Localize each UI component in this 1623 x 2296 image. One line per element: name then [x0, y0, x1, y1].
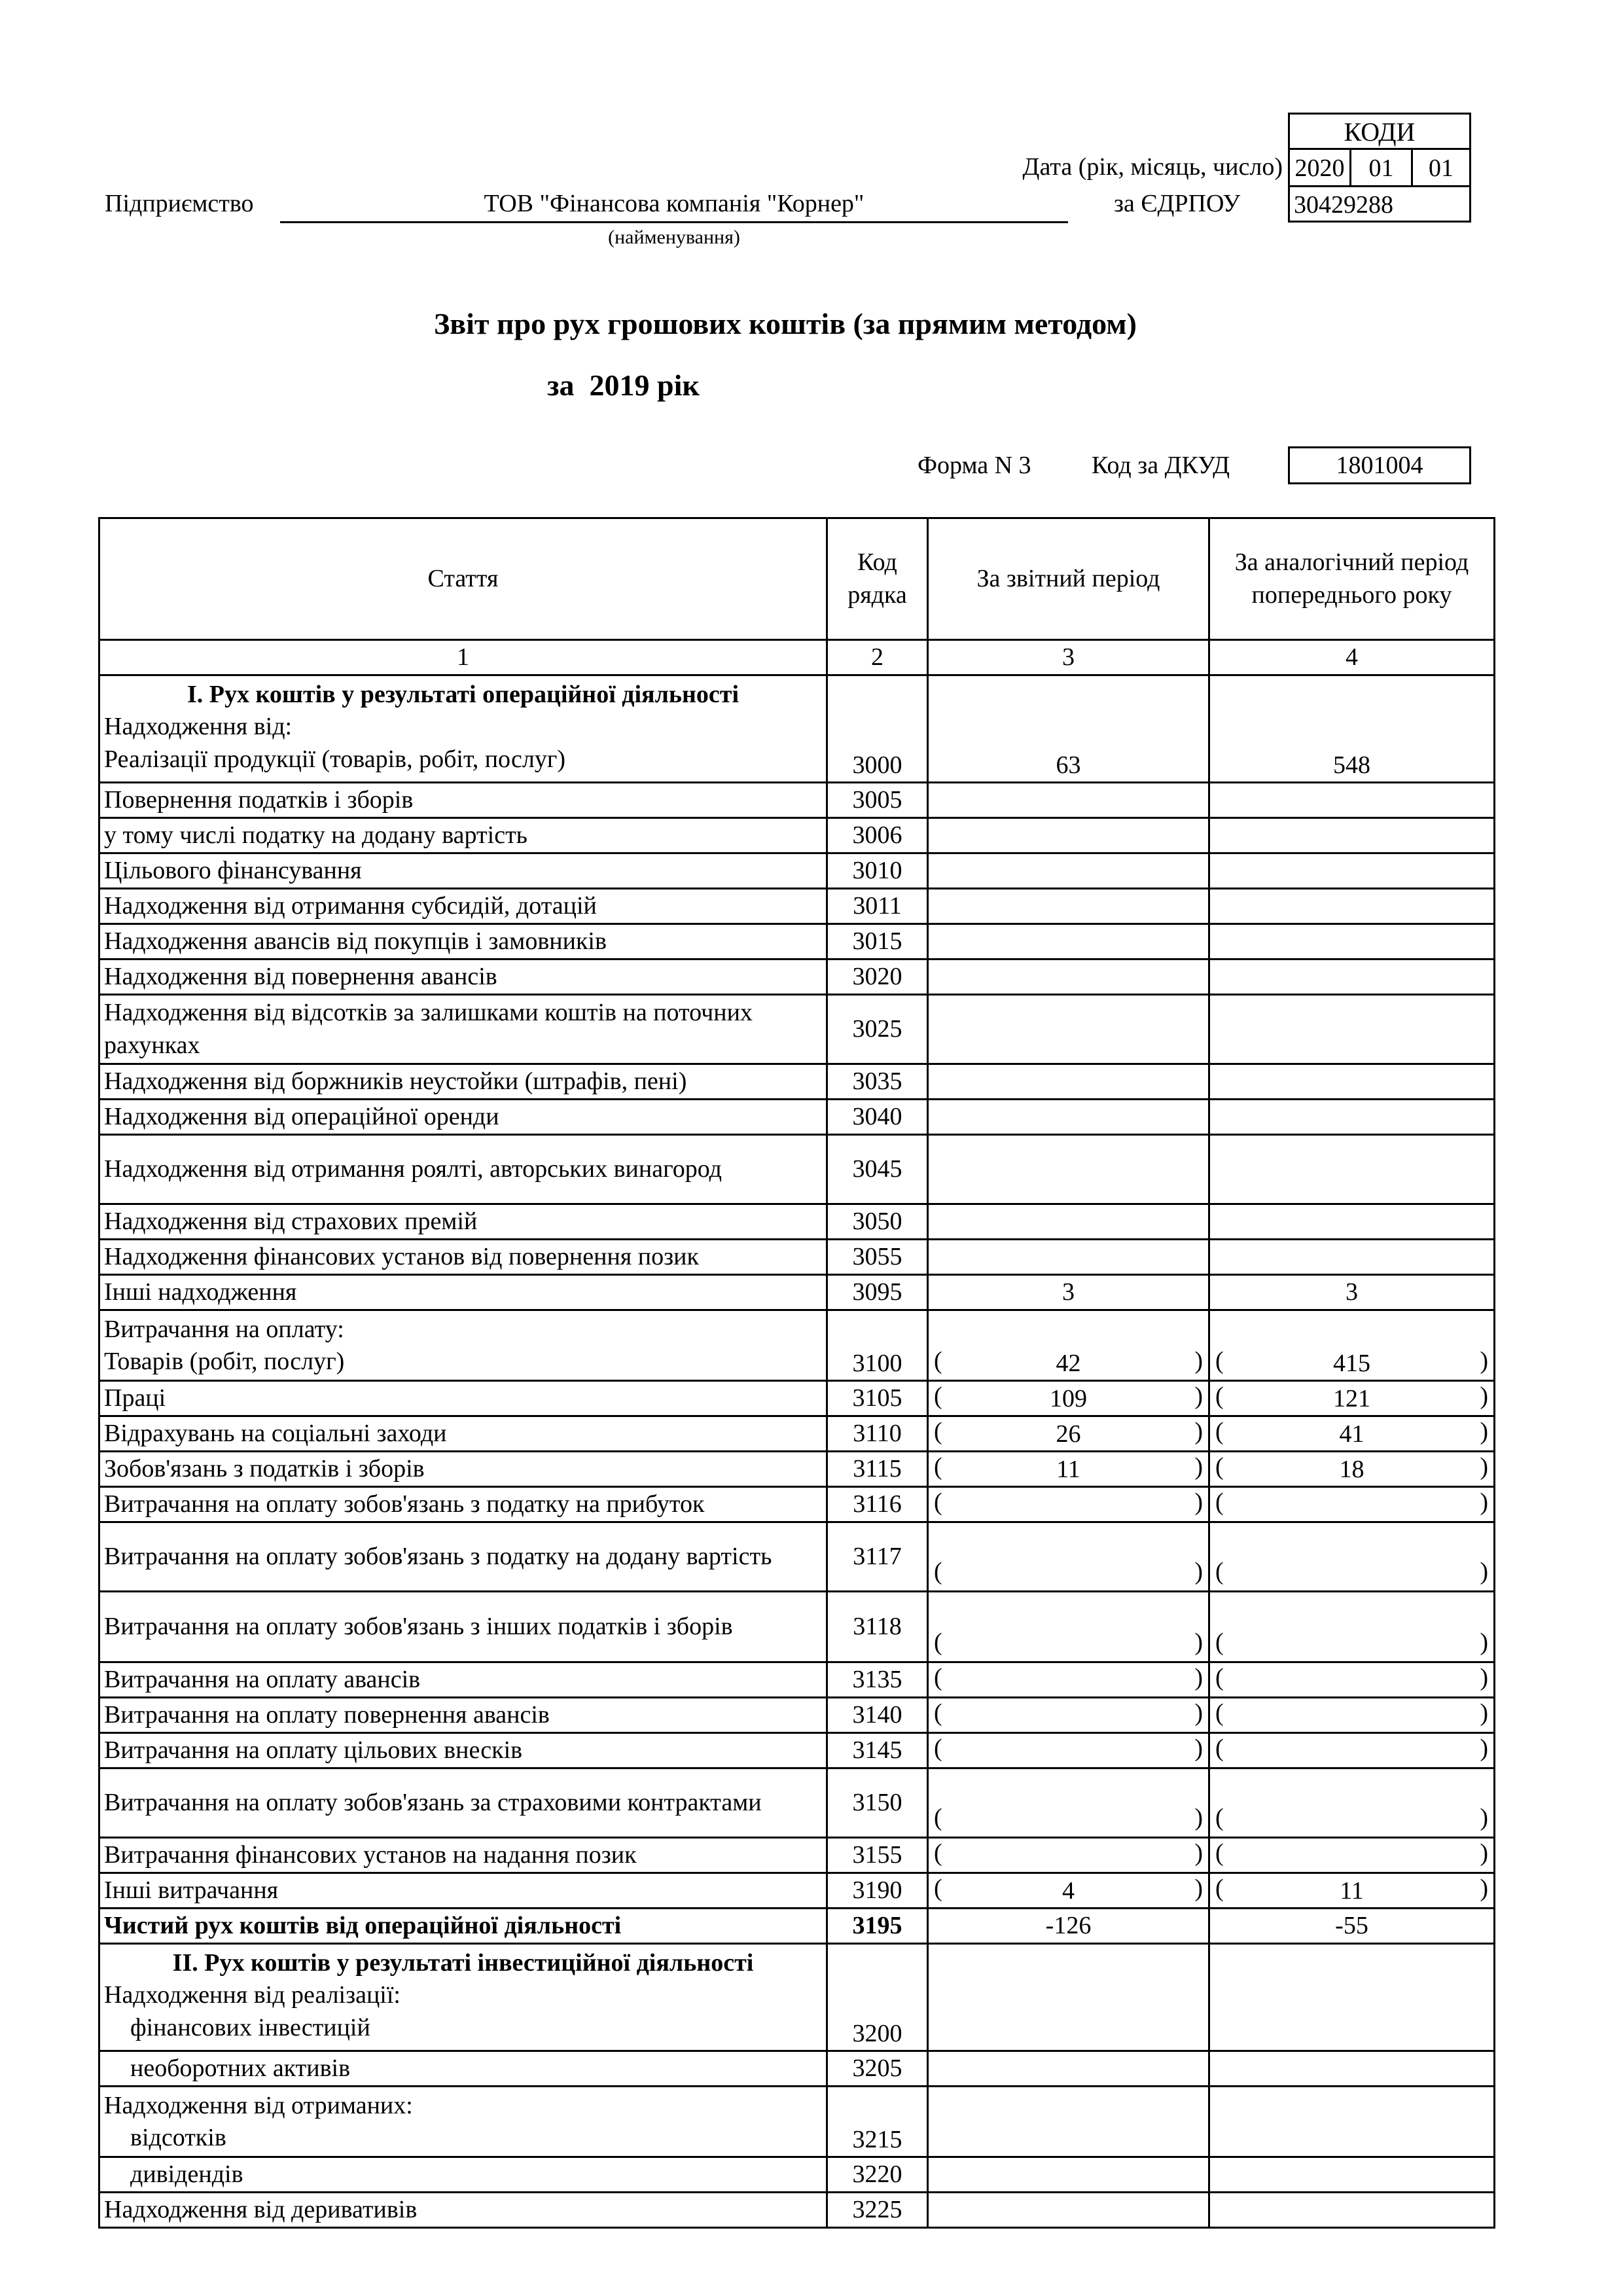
- col-number: 2: [827, 640, 928, 675]
- table-row: [99, 1275, 1495, 1310]
- row-label: у тому числі податку на додану вартість: [99, 818, 827, 853]
- row-label: Зобов'язань з податків і зборів: [99, 1452, 827, 1487]
- row-label: Надходження від боржників неустойки (штрафів, пені): [99, 1064, 827, 1100]
- value-text: 4: [1062, 1876, 1075, 1905]
- row-label: Інші витрачання: [99, 1873, 827, 1909]
- previous-value: [1209, 1064, 1495, 1100]
- row-label: дивідендів: [99, 2157, 827, 2193]
- col-number: 1: [99, 640, 827, 675]
- paren-close: ): [1480, 1698, 1488, 1727]
- header-code: Код рядка: [827, 518, 928, 640]
- row-label: Витрачання фінансових установ на надання позик: [99, 1838, 827, 1873]
- table-row: [99, 1487, 1495, 1522]
- row-label: Витрачання на оплату зобов'язань з податку на прибуток: [99, 1487, 827, 1522]
- paren-close: ): [1194, 1488, 1203, 1516]
- paren-close: ): [1194, 1698, 1203, 1727]
- current-value: [928, 783, 1209, 818]
- previous-value: [1209, 995, 1495, 1064]
- row-label: [99, 2087, 827, 2157]
- table-row: [99, 783, 1495, 818]
- paren-open: (: [934, 1557, 942, 1585]
- row-code: 3015: [827, 924, 928, 960]
- subheading: Надходження від отриманих:: [104, 2092, 413, 2119]
- row-code: 3055: [827, 1240, 928, 1275]
- row-label: Витрачання на оплату зобов'язань з податку на додану вартість: [99, 1522, 827, 1592]
- paren-open: (: [1215, 1874, 1224, 1902]
- paren-close: ): [1480, 1803, 1488, 1831]
- row-code: 3190: [827, 1873, 928, 1909]
- previous-value: [1209, 2051, 1495, 2087]
- paren-open: (: [934, 1874, 942, 1902]
- current-value: [928, 818, 1209, 853]
- current-value: [928, 1838, 1209, 1873]
- current-value: [928, 1100, 1209, 1135]
- table-row: [99, 2193, 1495, 2228]
- row-label: Надходження фінансових установ від повернення позик: [99, 1240, 827, 1275]
- row-code: 3105: [827, 1381, 928, 1416]
- previous-value: [1209, 818, 1495, 853]
- report-period: за 2019 рік: [547, 368, 700, 402]
- paren-close: ): [1194, 1734, 1203, 1762]
- date-year: 2020: [1290, 150, 1351, 187]
- subheading: Витрачання на оплату:: [104, 1316, 344, 1343]
- row-label: Надходження від страхових премій: [99, 1204, 827, 1240]
- table-row: [99, 818, 1495, 853]
- codes-block: [1288, 113, 1471, 223]
- paren-close: ): [1480, 1628, 1488, 1656]
- paren-open: (: [1215, 1839, 1224, 1867]
- subheading: Надходження від:: [104, 713, 293, 741]
- total-row: [99, 1909, 1495, 1944]
- row-label: Витрачання на оплату авансів: [99, 1662, 827, 1698]
- table-header-row: [99, 518, 1495, 640]
- paren-close: ): [1480, 1382, 1488, 1410]
- table-row: [99, 1768, 1495, 1838]
- dkud-code: 1801004: [1288, 446, 1471, 484]
- table-row: [99, 995, 1495, 1064]
- row-label: [99, 1310, 827, 1381]
- paren-close: ): [1480, 1663, 1488, 1691]
- name-caption: (найменування): [608, 226, 740, 248]
- previous-value: [1209, 1662, 1495, 1698]
- table-row: [99, 675, 1495, 783]
- current-value: [928, 1698, 1209, 1733]
- paren-open: (: [1215, 1663, 1224, 1691]
- row-label: Надходження від повернення авансів: [99, 960, 827, 995]
- row-code: 3110: [827, 1416, 928, 1452]
- paren-open: (: [1215, 1382, 1224, 1410]
- paren-close: ): [1194, 1452, 1203, 1480]
- row-code: 3150: [827, 1768, 928, 1838]
- form-label: Форма N 3: [918, 452, 1031, 479]
- paren-close: ): [1480, 1346, 1488, 1374]
- table-row: [99, 1452, 1495, 1487]
- col-number: 4: [1209, 640, 1495, 675]
- edrpou-code: 30429288: [1294, 191, 1393, 219]
- table-row: [99, 2051, 1495, 2087]
- row-code: 3225: [827, 2193, 928, 2228]
- table-row: [99, 1522, 1495, 1592]
- current-value: [928, 2051, 1209, 2087]
- row-code: 3006: [827, 818, 928, 853]
- paren-close: ): [1194, 1346, 1203, 1374]
- paren-open: (: [934, 1382, 942, 1410]
- current-value: [928, 1064, 1209, 1100]
- date-label: Дата (рік, місяць, число): [1022, 153, 1283, 181]
- table-row: [99, 1135, 1495, 1204]
- row-label: Праці: [99, 1381, 827, 1416]
- previous-value: [1209, 853, 1495, 889]
- value-text: 121: [1333, 1384, 1370, 1412]
- table-row: [99, 2087, 1495, 2157]
- row-label: Інші надходження: [99, 1275, 827, 1310]
- current-value: [928, 1873, 1209, 1909]
- paren-open: (: [934, 1698, 942, 1727]
- current-value: [928, 1662, 1209, 1698]
- table-row: [99, 1204, 1495, 1240]
- row-code: 3020: [827, 960, 928, 995]
- previous-value: -55: [1209, 1909, 1495, 1944]
- row-code: 3205: [827, 2051, 928, 2087]
- current-value: [928, 2193, 1209, 2228]
- row-label: необоротних активів: [99, 2051, 827, 2087]
- row-label: Надходження від отримання субсидій, дотацій: [99, 889, 827, 924]
- table-row: [99, 1698, 1495, 1733]
- row-code: 3050: [827, 1204, 928, 1240]
- table-row: [99, 960, 1495, 995]
- header-previous: За аналогічний період попереднього року: [1209, 518, 1495, 640]
- paren-open: (: [934, 1346, 942, 1374]
- paren-close: ): [1194, 1803, 1203, 1831]
- row-label: Надходження від операційної оренди: [99, 1100, 827, 1135]
- cash-flow-table: [98, 517, 1495, 2229]
- row-code: 3040: [827, 1100, 928, 1135]
- row-label: Надходження від отримання роялті, авторських винагород: [99, 1135, 827, 1204]
- row-label: [99, 1944, 827, 2051]
- row-label: Повернення податків і зборів: [99, 783, 827, 818]
- table-row: [99, 1733, 1495, 1768]
- row-code: 3045: [827, 1135, 928, 1204]
- previous-value: [1209, 1698, 1495, 1733]
- table-row: [99, 924, 1495, 960]
- paren-open: (: [934, 1452, 942, 1480]
- table-row: [99, 1064, 1495, 1100]
- paren-open: (: [1215, 1557, 1224, 1585]
- codes-title: КОДИ: [1290, 115, 1469, 150]
- edrpou-label: за ЄДРПОУ: [1114, 190, 1241, 217]
- value-text: 11: [1340, 1876, 1364, 1905]
- previous-value: [1209, 1135, 1495, 1204]
- paren-close: ): [1480, 1417, 1488, 1445]
- current-value: [928, 1416, 1209, 1452]
- paren-close: ): [1480, 1734, 1488, 1762]
- row-label: Чистий рух коштів від операційної діяльності: [99, 1909, 827, 1944]
- row-code: 3095: [827, 1275, 928, 1310]
- row-code: 3117: [827, 1522, 928, 1592]
- table-row: [99, 1873, 1495, 1909]
- row-label: [99, 675, 827, 783]
- row-label-text: Реалізації продукції (товарів, робіт, послуг): [104, 745, 566, 773]
- enterprise-name: ТОВ "Фінансова компанія "Корнер": [484, 190, 865, 217]
- header-current: За звітний період: [928, 518, 1209, 640]
- row-code: 3116: [827, 1487, 928, 1522]
- previous-value: [1209, 2193, 1495, 2228]
- previous-value: [1209, 1838, 1495, 1873]
- current-value: [928, 1310, 1209, 1381]
- table-row: [99, 1240, 1495, 1275]
- row-label: Надходження від деривативів: [99, 2193, 827, 2228]
- row-code: 3118: [827, 1592, 928, 1662]
- previous-value: [1209, 1487, 1495, 1522]
- paren-open: (: [934, 1663, 942, 1691]
- table-row: [99, 1662, 1495, 1698]
- table-row: [99, 2157, 1495, 2193]
- current-value: [928, 1452, 1209, 1487]
- previous-value: [1209, 1416, 1495, 1452]
- current-value: [928, 1135, 1209, 1204]
- current-value: [928, 1522, 1209, 1592]
- current-value: [928, 853, 1209, 889]
- previous-value: [1209, 960, 1495, 995]
- row-code: 3010: [827, 853, 928, 889]
- previous-value: [1209, 924, 1495, 960]
- previous-value: [1209, 1310, 1495, 1381]
- row-label: Витрачання на оплату цільових внесків: [99, 1733, 827, 1768]
- previous-value: [1209, 2157, 1495, 2193]
- paren-close: ): [1480, 1488, 1488, 1516]
- current-value: [928, 1381, 1209, 1416]
- row-label: Витрачання на оплату повернення авансів: [99, 1698, 827, 1733]
- row-code: 3195: [827, 1909, 928, 1944]
- table-row: [99, 853, 1495, 889]
- row-label: Відрахувань на соціальні заходи: [99, 1416, 827, 1452]
- paren-close: ): [1194, 1628, 1203, 1656]
- value-text: 109: [1050, 1384, 1087, 1412]
- enterprise-label: Підприємство: [105, 190, 254, 217]
- date-month: 01: [1351, 150, 1413, 187]
- table-row: [99, 1944, 1495, 2051]
- current-value: [928, 1733, 1209, 1768]
- value-text: 41: [1339, 1420, 1364, 1448]
- row-code: 3215: [827, 2087, 928, 2157]
- current-value: [928, 889, 1209, 924]
- row-code: 3140: [827, 1698, 928, 1733]
- row-label: Витрачання на оплату зобов'язань за страховими контрактами: [99, 1768, 827, 1838]
- paren-open: (: [934, 1488, 942, 1516]
- report-title: Звіт про рух грошових коштів (за прямим методом): [434, 307, 1137, 340]
- previous-value: [1209, 2087, 1495, 2157]
- previous-value: 3: [1209, 1275, 1495, 1310]
- paren-close: ): [1194, 1382, 1203, 1410]
- paren-open: (: [934, 1628, 942, 1656]
- previous-value: [1209, 1240, 1495, 1275]
- section-title: II. Рух коштів у результаті інвестиційної діяльності: [172, 1949, 754, 1977]
- paren-open: (: [934, 1734, 942, 1762]
- row-label: Цільового фінансування: [99, 853, 827, 889]
- value-text: 415: [1333, 1349, 1370, 1377]
- row-label: Витрачання на оплату зобов'язань з інших податків і зборів: [99, 1592, 827, 1662]
- previous-value: [1209, 1592, 1495, 1662]
- table-row: [99, 1310, 1495, 1381]
- row-label-text: відсотків: [130, 2124, 226, 2152]
- previous-value: [1209, 1873, 1495, 1909]
- paren-open: (: [1215, 1698, 1224, 1727]
- current-value: [928, 1240, 1209, 1275]
- paren-open: (: [1215, 1628, 1224, 1656]
- date-codes-row: [1290, 150, 1469, 187]
- col-number: 3: [928, 640, 1209, 675]
- previous-value: [1209, 1768, 1495, 1838]
- paren-close: ): [1480, 1557, 1488, 1585]
- row-label: Надходження авансів від покупців і замовників: [99, 924, 827, 960]
- row-code: 3025: [827, 995, 928, 1064]
- table-row: [99, 1592, 1495, 1662]
- paren-open: (: [1215, 1346, 1224, 1374]
- row-code: 3011: [827, 889, 928, 924]
- row-code: 3005: [827, 783, 928, 818]
- row-code: 3145: [827, 1733, 928, 1768]
- paren-close: ): [1194, 1557, 1203, 1585]
- row-label-text: фінансових інвестицій: [130, 2013, 370, 2041]
- paren-close: ): [1194, 1839, 1203, 1867]
- previous-value: 548: [1209, 675, 1495, 783]
- current-value: [928, 995, 1209, 1064]
- value-text: 18: [1339, 1455, 1364, 1483]
- previous-value: [1209, 783, 1495, 818]
- table-row: [99, 1100, 1495, 1135]
- previous-value: [1209, 1204, 1495, 1240]
- current-value: [928, 2157, 1209, 2193]
- table-row: [99, 1838, 1495, 1873]
- column-numbers-row: [99, 640, 1495, 675]
- paren-close: ): [1480, 1452, 1488, 1480]
- previous-value: [1209, 889, 1495, 924]
- paren-close: ): [1194, 1663, 1203, 1691]
- previous-value: [1209, 1733, 1495, 1768]
- previous-value: [1209, 1100, 1495, 1135]
- paren-open: (: [1215, 1803, 1224, 1831]
- paren-open: (: [1215, 1452, 1224, 1480]
- value-text: 26: [1056, 1420, 1081, 1448]
- current-value: [928, 1204, 1209, 1240]
- date-day: 01: [1429, 154, 1454, 182]
- previous-value: [1209, 1452, 1495, 1487]
- enterprise-underline: [280, 221, 1068, 223]
- row-label: Надходження від відсотків за залишками коштів на поточних рахунках: [99, 995, 827, 1064]
- row-code: 3100: [827, 1310, 928, 1381]
- current-value: [928, 1768, 1209, 1838]
- section-title: I. Рух коштів у результаті операційної діяльності: [187, 681, 739, 708]
- paren-close: ): [1480, 1839, 1488, 1867]
- value-text: 42: [1056, 1349, 1081, 1377]
- row-code: 3155: [827, 1838, 928, 1873]
- current-value: 63: [928, 675, 1209, 783]
- value-text: 11: [1056, 1455, 1080, 1483]
- current-value: [928, 1592, 1209, 1662]
- previous-value: [1209, 1381, 1495, 1416]
- paren-close: ): [1480, 1874, 1488, 1902]
- current-value: [928, 1944, 1209, 2051]
- current-value: -126: [928, 1909, 1209, 1944]
- current-value: [928, 960, 1209, 995]
- table-row: [99, 889, 1495, 924]
- subheading: Надходження від реалізації:: [104, 1981, 401, 2009]
- current-value: [928, 1487, 1209, 1522]
- paren-close: ): [1194, 1874, 1203, 1902]
- current-value: [928, 924, 1209, 960]
- row-code: 3035: [827, 1064, 928, 1100]
- paren-open: (: [934, 1417, 942, 1445]
- paren-open: (: [1215, 1417, 1224, 1445]
- row-code: 3000: [827, 675, 928, 783]
- row-code: 3115: [827, 1452, 928, 1487]
- row-code: 3135: [827, 1662, 928, 1698]
- current-value: 3: [928, 1275, 1209, 1310]
- table-row: [99, 1381, 1495, 1416]
- current-value: [928, 2087, 1209, 2157]
- row-code: 3220: [827, 2157, 928, 2193]
- previous-value: [1209, 1522, 1495, 1592]
- dkud-label: Код за ДКУД: [1092, 452, 1230, 479]
- previous-value: [1209, 1944, 1495, 2051]
- table-row: [99, 1416, 1495, 1452]
- paren-open: (: [1215, 1734, 1224, 1762]
- paren-open: (: [934, 1803, 942, 1831]
- row-label-text: Товарів (робіт, послуг): [104, 1348, 345, 1376]
- paren-open: (: [1215, 1488, 1224, 1516]
- row-code: 3200: [827, 1944, 928, 2051]
- paren-open: (: [934, 1839, 942, 1867]
- paren-close: ): [1194, 1417, 1203, 1445]
- header-article: Стаття: [99, 518, 827, 640]
